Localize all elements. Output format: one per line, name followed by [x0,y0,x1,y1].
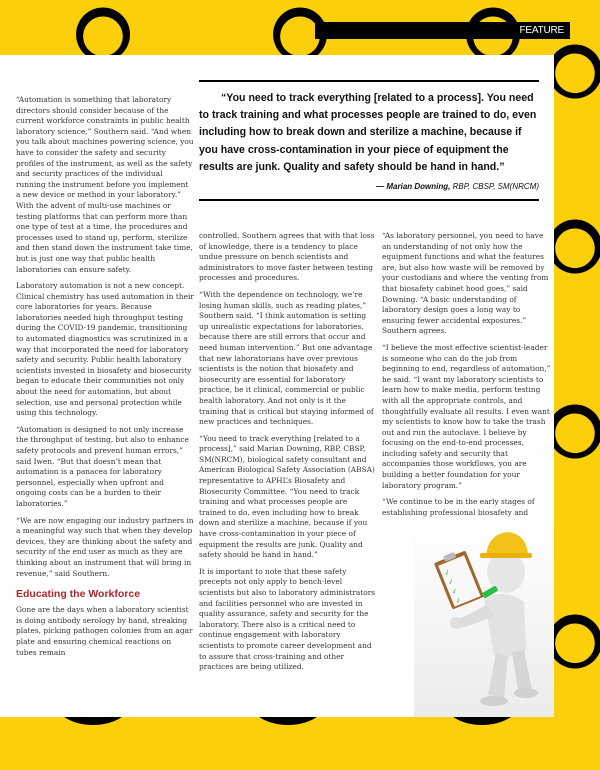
safety-worker-illustration [414,520,554,717]
paragraph: “With the dependence on technology, we’re losing human skills, such as reading plates,” Southern said. “I think automation is setting up unrealistic expectations for laboratories, because there are still errors that occur and need human intervention.” But one advantage that new laboratorians have over previous scientists is the notion that biosafety and biosecurity are essential for laboratory practice, be it clinical, commercial or public health laboratory. And not only is it the training that is critical but staying informed of new practices and techniques. [199,289,374,427]
paragraph: “As laboratory personnel, you need to have an understanding of not only how the equipment functions and what the features are, but also how waste will be removed by your custodians and where the venting from that biosafety cabinet hood goes,” said Downing. “A basic understanding of laboratory design goes a long way to ensuring fewer accidental exposures.” Southern agrees. [382,231,549,336]
section-label: FEATURE [519,25,564,36]
attribution-credentials: RBP, CBSP, SM(NRCM) [450,182,539,192]
pull-quote-attribution [199,182,539,191]
paragraph: Gone are the days when a laboratory scientist is doing antibody serology by hand, streaking plates, picking pathogen colonies from an agar plate and ensuring chemical reactions on tubes remain [16,605,193,657]
attribution-name: — Marian Downing, [376,182,451,192]
paragraph: “Automation is designed to not only increase the throughput of testing, but also to enhance safety protocols and prevent human errors,” said Iwen. “But that doesn’t mean that automation is a panacea for laboratory personnel, especially when upfront and ongoing costs can be a burden to their laboratories.” [16,424,189,508]
svg-text:✓: ✓ [443,568,452,578]
divider [199,80,539,82]
section-heading: Educating the Workforce [16,588,141,601]
svg-text:✓: ✓ [454,595,463,606]
article-column-3 [382,231,552,524]
svg-text:✓: ✓ [450,586,460,597]
pull-quote [199,80,539,201]
svg-text:✓: ✓ [446,577,456,587]
paragraph: “We are now engaging our industry partners in a meaningful way such that when they develop devices, they are thinking about the safety and security of the end user as much as they are thinking about an instrument that will bring in revenue,” said Southern. [16,515,194,578]
pull-quote-text: “You need to track everything [related to a process]. You need to track training and what processes people are trained to do, even including how to break down and sterilize a machine, because if you have cross-contamination in your piece of equipment the results are junk. Quality and safety should be hand in hand.” [199,92,537,173]
article-column-2 [199,231,376,679]
paragraph: It is important to note that these safety precepts not only apply to bench-level scientists but also to laboratory administrators and facilities personnel who are invested in quality assurance, safety and security for the laboratory. There also is a critical need to continue engagement with laboratory scientists to promote career development and to assure that cross-training and other practices are being utilized. [199,566,376,672]
article-column-1 [16,95,194,664]
section-banner [315,22,570,39]
paragraph: “We continue to be in the early stages of establishing professional biosafety and [382,497,535,517]
paragraph: Laboratory automation is not a new concept. Clinical chemistry has used automation in their core laboratories for years. Because laboratories needed high throughput testing during the COVID-19 pandemic, transitioning to automated diagnostics was scrutinized in a way that incorporated the need for laboratory safety and security. Public health laboratory scientists invested in biosafety and biosecurity began to educate their communities not only about the need for automation, but about selection, use and personal protection while using this technology. [16,281,194,418]
paragraph: “Automation is something that laboratory directors should consider because of the current workforce constraints in public health laboratory science,” Southern said. “And when you talk about machines powering science, you have to consider the safety and security profiles of the instrument, as well as the safety and security practices of the individual running the instrument before you implement a new device or method in your laboratory.” With the advent of multi-use machines or testing platforms that can perform more than one type of test at a time, the procedures and processes used to stand up, perform, sterilize and then stand down the instrument take time, but is just one way that public health laboratories can ensure safety. [16,95,194,274]
paragraph: “You need to track everything [related to a process],” said Marian Downing, RBP, CBSP, SM(NRCM), biological safety consultant and American Biological Safety Association (ABSA) representative to APHL’s Biosafety and Biosecurity Committee. “You need to track training and what processes people are trained to do, even including how to break down and sterilize a machine, because if you have cross-contamination in your piece of equipment the results are junk. Quality and safety should be hand in hand.” [199,433,375,560]
paragraph: “I believe the most effective scientist-leader is someone who can do the job from beginning to end, regardless of automation,” he said. “I want my laboratory scientists to learn how to make media, perform testing with all the appropriate controls, and thoughtfully evaluate all results. I even want my scientists to know how to take the trash out and run the autoclave. I believe by focusing on the end-to-end processes, including safety and security that accompanies those workflows, you are building a better foundation for your laboratory program.” [382,342,551,490]
divider [199,199,539,201]
paragraph: controlled. Southern agrees that with that loss of knowledge, there is a tendency to place undue pressure on bench scientists and administrators to move faster between testing processes and procedures. [199,231,375,283]
